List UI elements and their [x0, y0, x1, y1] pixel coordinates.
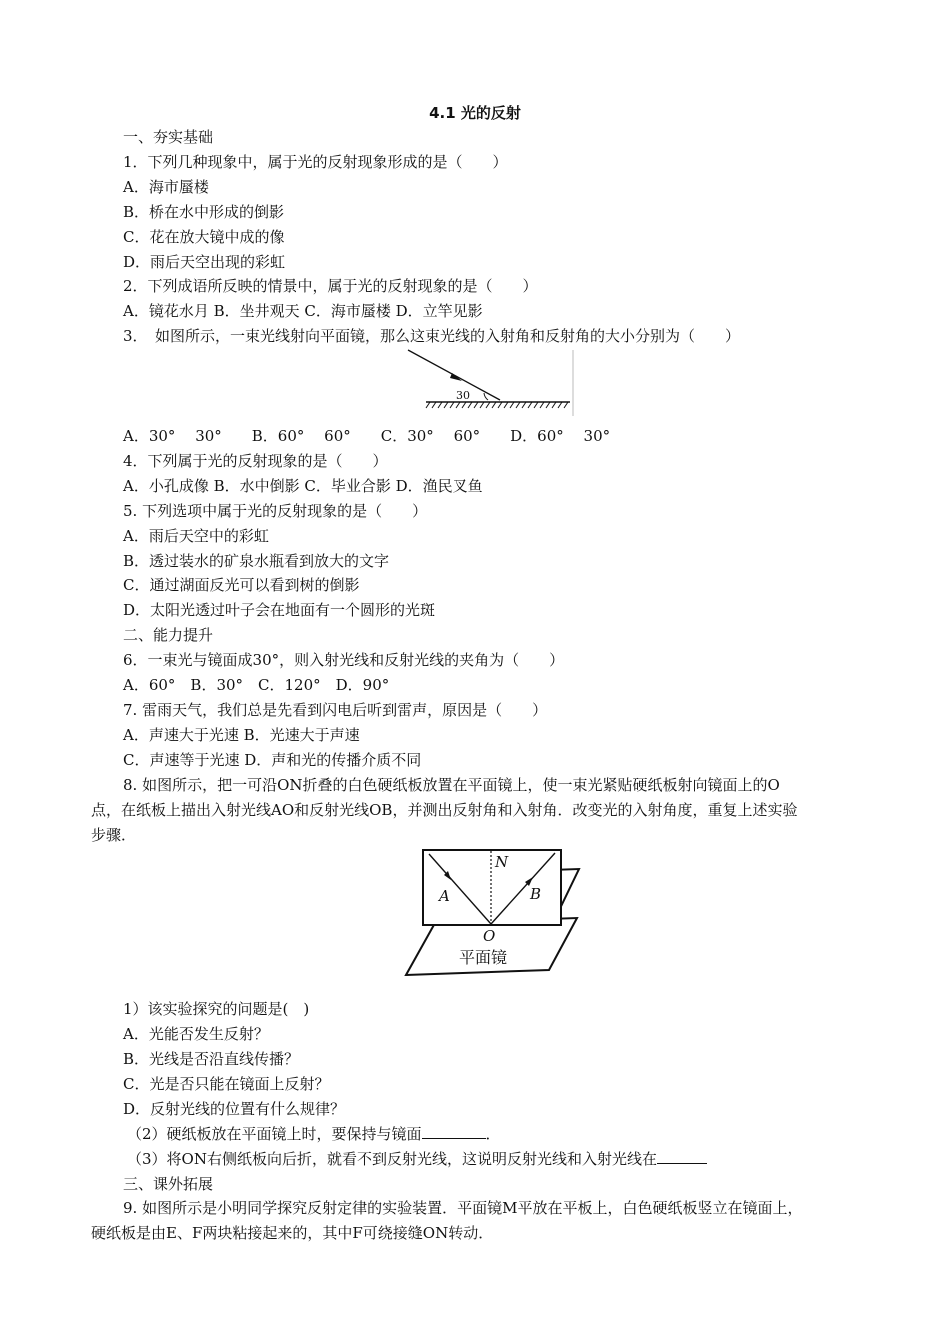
- q8-sub-2-end: ．: [485, 1125, 501, 1143]
- question-9-line-2: 硬纸板是由E、F两块粘接起来的，其中F可绕接缝ON转动．: [91, 1224, 494, 1242]
- question-4: 4．下列属于光的反射现象的是（ ）: [123, 452, 388, 470]
- q5-option-a: A．雨后天空中的彩虹: [123, 527, 269, 545]
- question-5: 5. 下列选项中属于光的反射现象的是（ ）: [123, 502, 428, 520]
- q7-options-cd: C．声速等于光速 D．声和光的传播介质不同: [123, 751, 422, 769]
- question-2: 2．下列成语所反映的情景中，属于光的反射现象的是（ ）: [123, 277, 538, 295]
- section-heading-2: 二、能力提升: [123, 626, 214, 644]
- q1-option-a: A．海市蜃楼: [123, 178, 209, 196]
- q8-sub-3-text: （3）将ON右侧纸板向后折，就看不到反射光线，这说明反射光线和入射光线在: [127, 1150, 657, 1168]
- question-8-line-3: 步骤．: [91, 826, 137, 844]
- mirror-label: 平面镜: [459, 948, 508, 967]
- reflection-board-figure: [403, 847, 583, 979]
- label-o: O: [483, 927, 496, 945]
- section-heading-1: 一、夯实基础: [123, 128, 214, 146]
- label-n: N: [495, 853, 509, 871]
- q1-option-d: D．雨后天空出现的彩虹: [123, 253, 286, 271]
- q1-option-c: C．花在放大镜中成的像: [123, 228, 285, 246]
- question-9-line-1: 9. 如图所示是小明同学探究反射定律的实验装置．平面镜M平放在平板上，白色硬纸板竖立在镜面上，: [123, 1199, 803, 1217]
- q5-option-d: D．太阳光透过叶子会在地面有一个圆形的光斑: [123, 601, 436, 619]
- q1-option-b: B．桥在水中形成的倒影: [123, 203, 285, 221]
- question-7: 7. 雷雨天气，我们总是先看到闪电后听到雷声，原因是（ ）: [123, 701, 548, 719]
- label-a: A: [439, 887, 450, 905]
- question-1: 1．下列几种现象中，属于光的反射现象形成的是（ ）: [123, 153, 508, 171]
- label-b: B: [530, 885, 542, 903]
- q8-option-d: D．反射光线的位置有什么规律？: [123, 1100, 346, 1118]
- question-6: 6．一束光与镜面成30°，则入射光线和反射光线的夹角为（ ）: [123, 651, 565, 669]
- section-heading-3: 三、课外拓展: [123, 1175, 214, 1193]
- q8-sub-2: [127, 1124, 501, 1144]
- q8-option-a: A．光能否发生反射？: [123, 1025, 269, 1043]
- mirror-incidence-figure: [404, 348, 576, 420]
- answer-blank-2: [657, 1149, 707, 1164]
- angle-label: 30: [456, 389, 470, 402]
- q8-option-b: B．光线是否沿直线传播？: [123, 1050, 300, 1068]
- question-8-line-2: 点，在纸板上描出入射光线AO和反射光线OB，并测出反射角和入射角．改变光的入射角度，重复上述实验: [91, 801, 798, 819]
- q5-option-c: C．通过湖面反光可以看到树的倒影: [123, 576, 360, 594]
- q7-options-ab: A．声速大于光速 B．光速大于声速: [123, 726, 360, 744]
- answer-blank-1: [422, 1124, 486, 1139]
- question-3: 3． 如图所示，一束光线射向平面镜，那么这束光线的入射角和反射角的大小分别为（ ）: [123, 327, 741, 345]
- q4-options: A．小孔成像 B．水中倒影 C．毕业合影 D．渔民叉鱼: [123, 477, 483, 495]
- q3-options: A．30° 30° B．60° 60° C．30° 60° D．60° 30°: [123, 427, 611, 445]
- mirror-hatching: [426, 402, 568, 408]
- q6-options: A．60° B．30° C．120° D．90°: [123, 676, 390, 694]
- q5-option-b: B．透过装水的矿泉水瓶看到放大的文字: [123, 552, 390, 570]
- q8-sub-2-text: （2）硬纸板放在平面镜上时，要保持与镜面: [127, 1125, 422, 1143]
- q2-options: A．镜花水月 B．坐井观天 C．海市蜃楼 D．立竿见影: [123, 302, 483, 320]
- q8-option-c: C．光是否只能在镜面上反射？: [123, 1075, 330, 1093]
- question-8-line-1: 8. 如图所示，把一可沿ON折叠的白色硬纸板放置在平面镜上，使一束光紧贴硬纸板射向镜面上的O: [123, 776, 780, 794]
- page-title: 4.1 光的反射: [429, 104, 521, 122]
- q8-sub-1: 1）该实验探究的问题是( ): [123, 1000, 310, 1018]
- q8-sub-3: [127, 1149, 707, 1169]
